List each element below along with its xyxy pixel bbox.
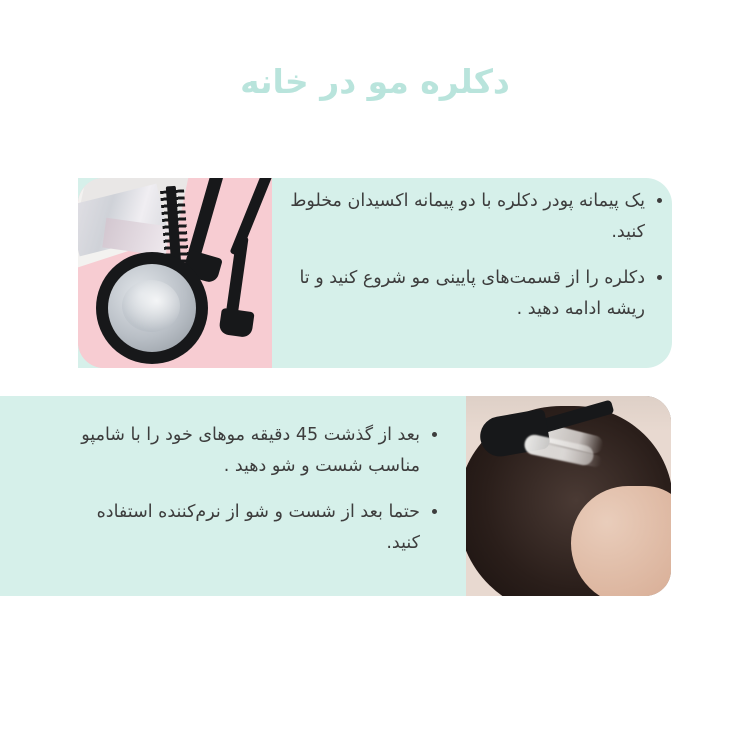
- section-1-bullet-list: [280, 186, 665, 325]
- bleach-swirl: [122, 280, 180, 332]
- section-2-text: [70, 420, 440, 559]
- list-item: حتما بعد از شست و شو از نرم‌کننده استفاده کنید.: [70, 497, 440, 558]
- list-item: دکلره را از قسمت‌های پایینی مو شروع کنید و تا ریشه ادامه دهید .: [280, 263, 665, 324]
- list-item: یک پیمانه پودر دکلره با دو پیمانه اکسیدان مخلوط کنید.: [280, 186, 665, 247]
- hand-shape: [571, 486, 671, 596]
- section-1-text: [280, 186, 665, 325]
- section-2-bullet-list: [70, 420, 440, 559]
- list-item: بعد از گذشت 45 دقیقه موهای خود را با شامپو مناسب شست و شو دهید .: [70, 420, 440, 481]
- page-title: دکلره مو در خانه: [240, 62, 510, 101]
- bowl-and-brushes-photo: [78, 178, 272, 368]
- applying-dye-to-hair-photo: [466, 396, 671, 596]
- tint-brush-head-2: [218, 308, 254, 338]
